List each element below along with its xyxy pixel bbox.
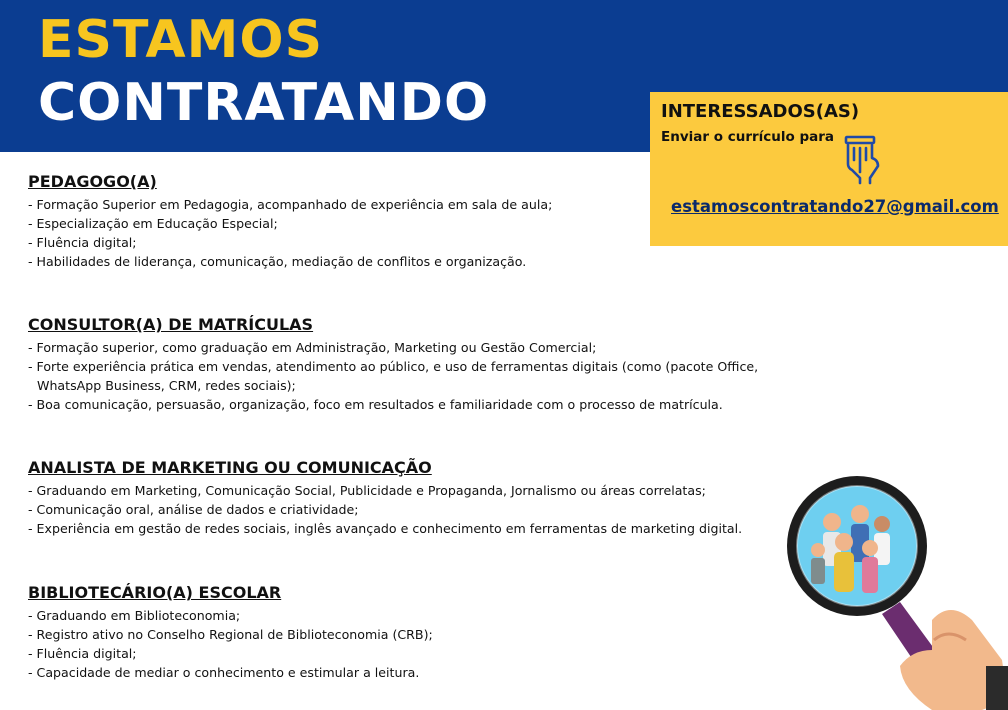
list-item: - Boa comunicação, persuasão, organização, foco em resultados e familiaridade com o processo de matrícula. <box>28 397 723 412</box>
list-item: - Capacidade de mediar o conhecimento e estimular a leitura. <box>28 665 420 680</box>
contact-email-link[interactable]: estamoscontratando27@gmail.com <box>671 197 999 216</box>
requirements-list <box>28 338 788 414</box>
list-item: - Fluência digital; <box>28 646 137 661</box>
requirements-list <box>28 481 788 538</box>
job-title: PEDAGOGO(A) <box>28 172 157 191</box>
list-item: - Graduando em Marketing, Comunicação Social, Publicidade e Propaganda, Jornalismo ou áreas correlatas; <box>28 483 706 498</box>
job-section-pedagogo <box>28 172 788 271</box>
list-item: - Habilidades de liderança, comunicação, mediação de conflitos e organização. <box>28 254 527 269</box>
magnifier-people-icon <box>782 470 1008 710</box>
list-item: - Experiência em gestão de redes sociais, inglês avançado e conhecimento em ferramentas de marketing digital. <box>28 521 743 536</box>
list-item: - Formação Superior em Pedagogia, acompanhado de experiência em sala de aula; <box>28 197 553 212</box>
title-line-1: ESTAMOS <box>38 10 324 70</box>
list-item: - Comunicação oral, análise de dados e criatividade; <box>28 502 359 517</box>
job-title: CONSULTOR(A) DE MATRÍCULAS <box>28 315 314 334</box>
list-item: - Especialização em Educação Especial; <box>28 216 278 231</box>
job-section-bibliotecario <box>28 583 788 682</box>
requirements-list <box>28 195 788 271</box>
job-section-marketing <box>28 458 788 538</box>
list-item: - Forte experiência prática em vendas, atendimento ao público, e uso de ferramentas digitais (como (pacote Office, WhatsApp Business, CRM, redes sociais); <box>28 359 759 393</box>
job-title: ANALISTA DE MARKETING OU COMUNICAÇÃO <box>28 458 432 477</box>
list-item: - Registro ativo no Conselho Regional de Biblioteconomia (CRB); <box>28 627 433 642</box>
job-section-consultor <box>28 315 788 414</box>
contact-heading: INTERESSADOS(AS) <box>661 101 860 122</box>
list-item: - Graduando em Biblioteconomia; <box>28 608 241 623</box>
title-line-2: CONTRATANDO <box>38 73 490 133</box>
requirements-list <box>28 606 788 682</box>
contact-subtext: Enviar o currículo para <box>661 129 835 145</box>
list-item: - Fluência digital; <box>28 235 137 250</box>
list-item: - Formação superior, como graduação em Administração, Marketing ou Gestão Comercial; <box>28 340 597 355</box>
job-title: BIBLIOTECÁRIO(A) ESCOLAR <box>28 583 282 602</box>
pointing-hand-icon <box>840 134 884 186</box>
